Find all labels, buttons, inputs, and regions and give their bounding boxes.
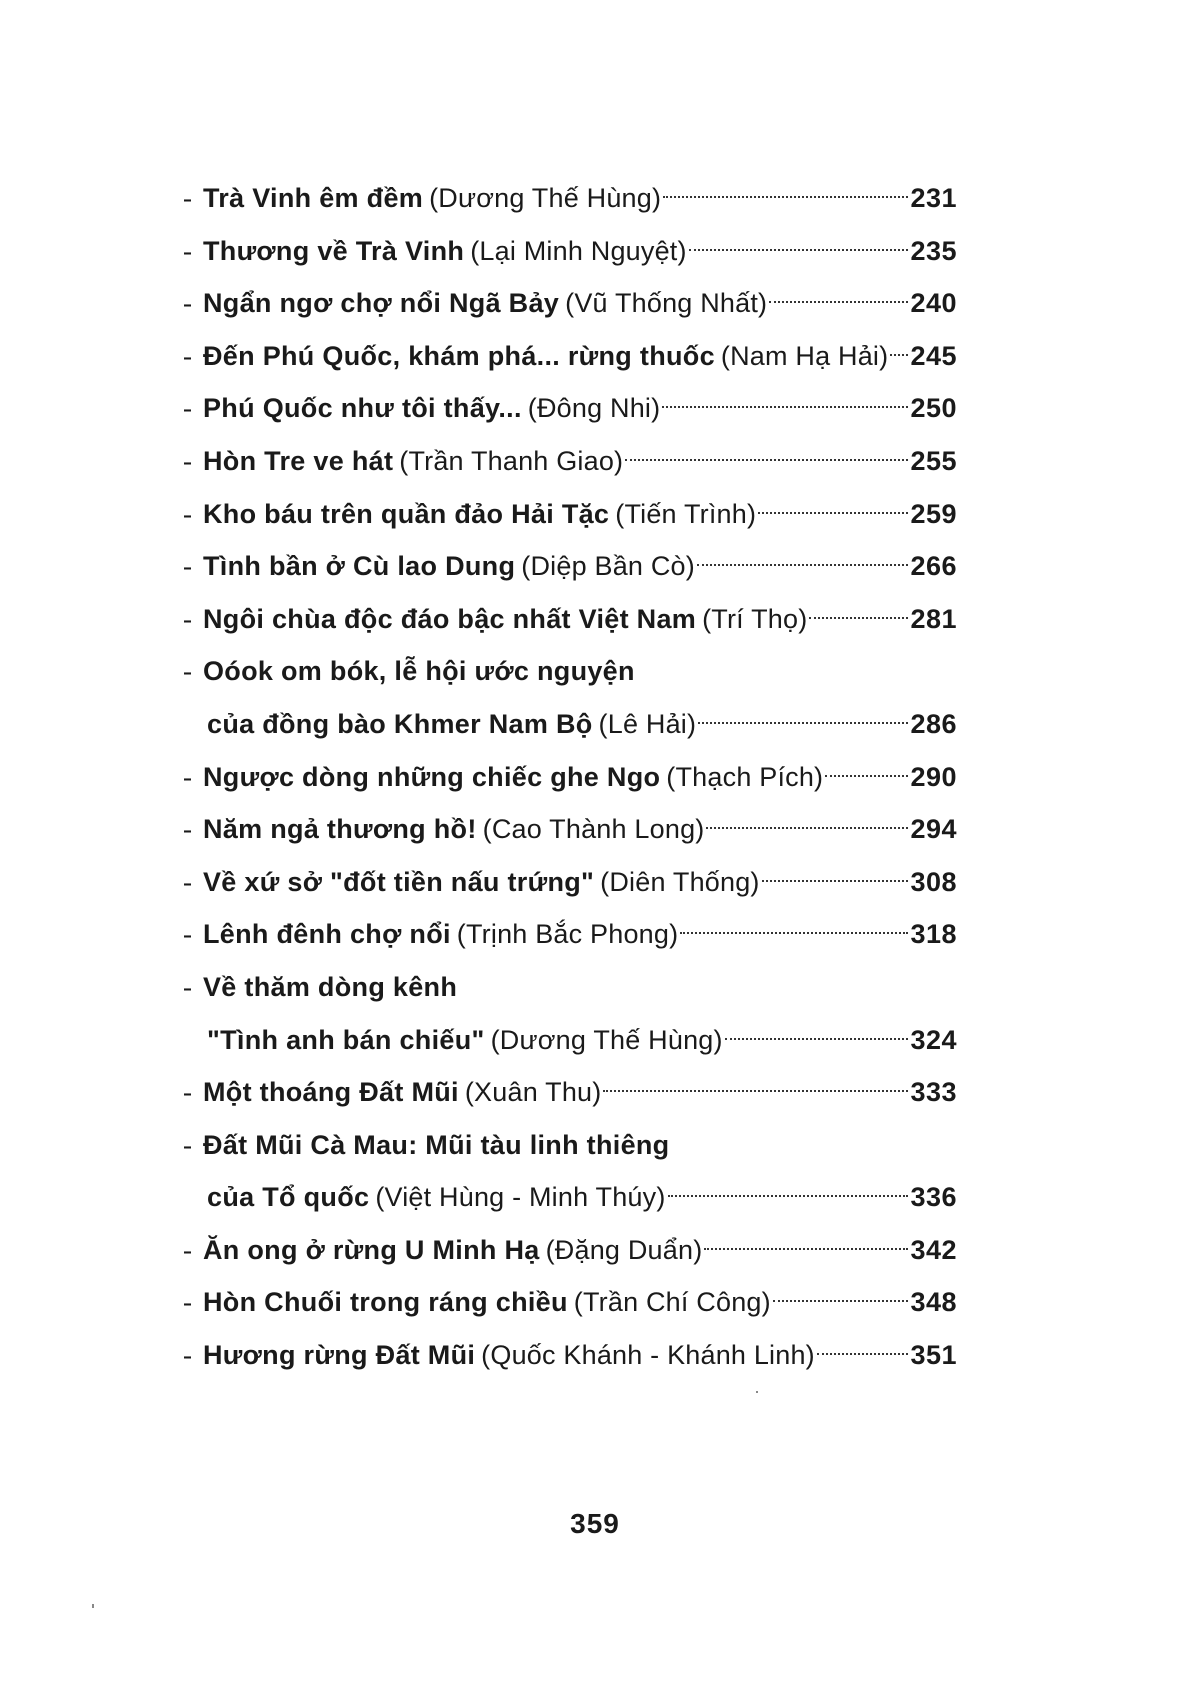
- entry-title: Năm ngả thương hồ!: [203, 814, 477, 845]
- table-of-contents: [183, 172, 957, 1382]
- entry-page-number: 294: [910, 814, 957, 845]
- dot-leader: [663, 196, 908, 198]
- entry-page-number: 266: [910, 551, 957, 582]
- entry-author: (Xuân Thu): [464, 1077, 602, 1108]
- entry-title: Ngẩn ngơ chợ nổi Ngã Bảy: [203, 288, 560, 319]
- toc-entry-first-line: [183, 1119, 957, 1172]
- entry-title: Hòn Tre ve hát: [203, 445, 394, 476]
- entry-title: Hòn Chuối trong ráng chiều: [203, 1287, 568, 1318]
- toc-entry: [183, 593, 957, 646]
- dot-leader: [817, 1353, 909, 1355]
- entry-title: Một thoáng Đất Mũi: [203, 1077, 459, 1108]
- entry-title: Kho báu trên quần đảo Hải Tặc: [203, 498, 610, 529]
- entry-author: (Lại Minh Nguyệt): [470, 235, 687, 266]
- entry-author: (Quốc Khánh - Khánh Linh): [481, 1340, 815, 1371]
- dot-leader: [762, 880, 909, 882]
- entry-dash: -: [183, 288, 192, 319]
- entry-dash: -: [183, 1287, 192, 1318]
- entry-dash: -: [183, 761, 192, 792]
- toc-entry-line: [183, 1276, 957, 1329]
- entry-page-number: 235: [910, 235, 957, 266]
- toc-entry-first-line: [183, 645, 957, 698]
- entry-title-line1: Đất Mũi Cà Mau: Mũi tàu linh thiêng: [203, 1129, 670, 1160]
- dot-leader: [890, 354, 908, 356]
- entry-author: (Cao Thành Long): [482, 814, 705, 845]
- entry-title-line1: Về thăm dòng kênh: [203, 971, 458, 1002]
- entry-title: Tình bần ở Cù lao Dung: [203, 551, 516, 582]
- toc-entry-line: [183, 593, 957, 646]
- entry-author: (Trần Thanh Giao): [399, 445, 624, 476]
- dot-leader: [689, 249, 909, 251]
- entry-author: (Trịnh Bắc Phong): [456, 919, 679, 950]
- dot-leader: [706, 827, 908, 829]
- entry-dash: -: [183, 971, 192, 1002]
- dot-leader: [662, 406, 908, 408]
- dot-leader: [668, 1195, 909, 1197]
- toc-entry-line: [183, 330, 957, 383]
- toc-entry-line: [183, 1066, 957, 1119]
- entry-page-number: 281: [910, 603, 957, 634]
- toc-entry-line: [183, 698, 957, 751]
- entry-dash: -: [183, 1234, 192, 1265]
- entry-page-number: 286: [910, 708, 957, 739]
- entry-page-number: 324: [910, 1024, 957, 1055]
- toc-entry: [183, 488, 957, 541]
- entry-dash: -: [183, 1077, 192, 1108]
- entry-dash: -: [183, 1129, 192, 1160]
- entry-page-number: 240: [910, 288, 957, 319]
- toc-entry: [183, 225, 957, 278]
- entry-author: (Tiến Trình): [615, 498, 757, 529]
- entry-title: Ngược dòng những chiếc ghe Ngo: [203, 761, 661, 792]
- dot-leader: [698, 722, 908, 724]
- toc-entry: [183, 1329, 957, 1382]
- toc-entry-line: [183, 488, 957, 541]
- entry-title: của đồng bào Khmer Nam Bộ: [207, 708, 593, 739]
- toc-entry: [183, 330, 957, 383]
- entry-title: Phú Quốc như tôi thấy...: [203, 393, 522, 424]
- page-number: 359: [570, 1508, 620, 1539]
- entry-title: Ngôi chùa độc đáo bậc nhất Việt Nam: [203, 603, 697, 634]
- entry-dash: -: [183, 498, 192, 529]
- toc-entry: [183, 382, 957, 435]
- toc-entry-line: [183, 172, 957, 225]
- entry-title: của Tổ quốc: [207, 1182, 370, 1213]
- entry-title: Về xứ sở "đốt tiền nấu trứng": [203, 866, 595, 897]
- entry-dash: -: [183, 551, 192, 582]
- entry-page-number: 231: [910, 183, 957, 213]
- dot-leader: [809, 617, 908, 619]
- toc-entry-line: [183, 435, 957, 488]
- entry-page-number: 250: [910, 393, 957, 424]
- entry-dash: -: [183, 603, 192, 634]
- entry-dash: -: [183, 814, 192, 845]
- entry-title: Đến Phú Quốc, khám phá... rừng thuốc: [203, 340, 715, 371]
- entry-title: Lênh đênh chợ nổi: [203, 919, 451, 950]
- entry-dash: -: [183, 393, 192, 424]
- dot-leader: [603, 1090, 908, 1092]
- entry-page-number: 333: [910, 1077, 957, 1108]
- toc-entry: [183, 645, 957, 750]
- dot-leader: [769, 301, 908, 303]
- entry-author: (Trí Thọ): [702, 603, 808, 634]
- entry-author: (Trần Chí Công): [573, 1287, 771, 1318]
- entry-page-number: 348: [910, 1287, 957, 1318]
- entry-page-number: 308: [910, 866, 957, 897]
- entry-dash: -: [183, 183, 192, 213]
- toc-entry-line: [183, 803, 957, 856]
- dot-leader: [773, 1300, 909, 1302]
- entry-author: (Diệp Bần Cò): [521, 551, 695, 582]
- entry-page-number: 351: [910, 1340, 957, 1371]
- dot-leader: [697, 564, 909, 566]
- dot-leader: [725, 1038, 909, 1040]
- entry-page-number: 290: [910, 761, 957, 792]
- dot-leader: [625, 459, 908, 461]
- entry-dash: -: [183, 656, 192, 687]
- toc-entry-first-line: [183, 961, 957, 1014]
- entry-title-line1: Oóok om bók, lễ hội ước nguyện: [203, 656, 635, 687]
- entry-page-number: 255: [910, 445, 957, 476]
- entry-dash: -: [183, 235, 192, 266]
- entry-author: (Thạch Pích): [666, 761, 824, 792]
- toc-entry: [183, 277, 957, 330]
- toc-entry-line: [183, 1224, 957, 1277]
- dot-leader: [825, 775, 908, 777]
- entry-dash: -: [183, 1340, 192, 1371]
- entry-page-number: 336: [910, 1182, 957, 1213]
- toc-entry: [183, 172, 957, 225]
- entry-title: Trà Vinh êm đềm: [203, 183, 424, 213]
- toc-entry-line: [183, 1329, 957, 1382]
- toc-entry: [183, 1066, 957, 1119]
- entry-author: (Vũ Thống Nhất): [565, 288, 768, 319]
- toc-entry-line: [183, 277, 957, 330]
- toc-entry-line: [183, 1171, 957, 1224]
- entry-dash: -: [183, 340, 192, 371]
- entry-title: Ăn ong ở rừng U Minh Hạ: [203, 1234, 540, 1265]
- dot-leader: [704, 1248, 908, 1250]
- toc-entry-line: [183, 908, 957, 961]
- toc-entry-line: [183, 856, 957, 909]
- entry-title: "Tình anh bán chiếu": [207, 1024, 485, 1055]
- entry-dash: -: [183, 445, 192, 476]
- toc-entry: [183, 751, 957, 804]
- toc-entry: [183, 540, 957, 593]
- dot-leader: [680, 932, 908, 934]
- entry-author: (Dương Thế Hùng): [490, 1024, 723, 1055]
- entry-author: (Diên Thống): [600, 866, 760, 897]
- toc-entry: [183, 961, 957, 1066]
- toc-entry-line: [183, 751, 957, 804]
- toc-entry-line: [183, 225, 957, 278]
- toc-entry: [183, 435, 957, 488]
- scan-speck: [756, 1391, 758, 1393]
- dot-leader: [758, 512, 908, 514]
- entry-dash: -: [183, 866, 192, 897]
- entry-author: (Đông Nhi): [527, 393, 661, 424]
- toc-entry: [183, 803, 957, 856]
- entry-author: (Việt Hùng - Minh Thúy): [375, 1182, 666, 1213]
- toc-entry: [183, 856, 957, 909]
- toc-entry: [183, 908, 957, 961]
- entry-author: (Dương Thế Hùng): [429, 183, 662, 213]
- entry-page-number: 318: [910, 919, 957, 950]
- entry-author: (Đặng Duẩn): [545, 1234, 703, 1265]
- entry-dash: -: [183, 919, 192, 950]
- toc-entry: [183, 1276, 957, 1329]
- toc-entry-line: [183, 382, 957, 435]
- entry-title: Thương về Trà Vinh: [203, 235, 465, 266]
- entry-title: Hương rừng Đất Mũi: [203, 1340, 476, 1371]
- toc-entry-line: [183, 540, 957, 593]
- entry-author: (Lê Hải): [598, 708, 697, 739]
- toc-entry-line: [183, 1014, 957, 1067]
- scan-speck: [92, 1604, 94, 1608]
- toc-entry: [183, 1224, 957, 1277]
- entry-page-number: 342: [910, 1234, 957, 1265]
- entry-author: (Nam Hạ Hải): [720, 340, 889, 371]
- entry-page-number: 259: [910, 498, 957, 529]
- toc-entry: [183, 1119, 957, 1224]
- entry-page-number: 245: [910, 340, 957, 371]
